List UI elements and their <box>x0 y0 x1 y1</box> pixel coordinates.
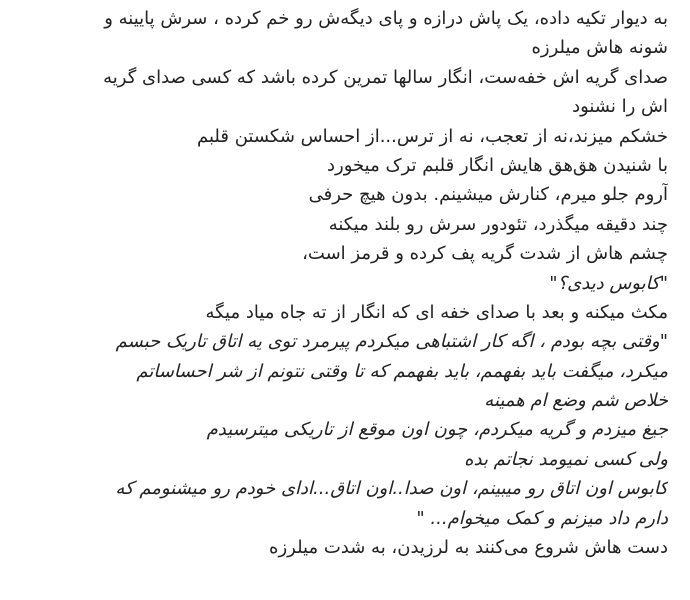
dialogue-line: ولی کسی نمیومد نجاتم بده <box>464 448 668 470</box>
story-line: با شنیدن هق‌هق هایش انگار قلبم ترک میخورد <box>327 154 668 176</box>
dialogue-line: دارم داد میزنم و کمک میخوام... " <box>416 507 668 529</box>
story-line: به دیوار تکیه داده، یک پاش درازه و پای دیگه‌ش رو خم کرده ، سرش پایینه و <box>104 8 668 29</box>
dialogue-line: جیغ میزدم و گریه میکردم، چون اون موقع از تاریکی میترسیدم <box>206 419 668 441</box>
dialogue-line: "کابوس دیدی؟" <box>549 272 668 294</box>
dialogue-line: کابوس اون اتاق رو میبینم، اون صدا..اون اتاق...ادای خودم رو میشنومم که <box>115 478 668 500</box>
dialogue-line: "وقتی بچه بودم ، اگه کار اشتباهی میکردم پیرمرد توی یه اتاق تاریک حبسم <box>115 331 668 353</box>
story-line: مکث میکنه و بعد با صدای خفه ای که انگار از ته جاه میاد میگه <box>205 301 668 323</box>
story-line: اش را نشنود <box>572 96 668 118</box>
story-line: صدای گریه اش خفه‌ست، انگار سالها تمرین کرده باشد که کسی صدای گریه <box>103 66 668 88</box>
dialogue-line: خلاص شم وضع ام همینه <box>484 390 668 412</box>
story-line: خشکم میزند،نه از تعجب، نه از ترس...از احساس شکستن قلبم <box>197 125 668 147</box>
story-line: چشم هاش از شدت گریه پف کرده و قرمز است، <box>302 243 668 265</box>
dialogue-line: میکرد، میگفت باید بفهمم، باید بفهمم که تا وقتی نتونم از شر احساساتم <box>136 360 668 382</box>
story-line: چند دقیقه میگذرد، تئودور سرش رو بلند میکنه <box>328 213 668 235</box>
story-line: آروم جلو میرم، کنارش میشینم. بدون هیچ حرفی <box>308 184 668 206</box>
story-line: دست هاش شروع می‌کنند به لرزیدن، به شدت میلرزه <box>269 537 668 559</box>
story-line: شونه هاش میلرزه <box>531 37 668 59</box>
story-line <box>10 562 668 591</box>
